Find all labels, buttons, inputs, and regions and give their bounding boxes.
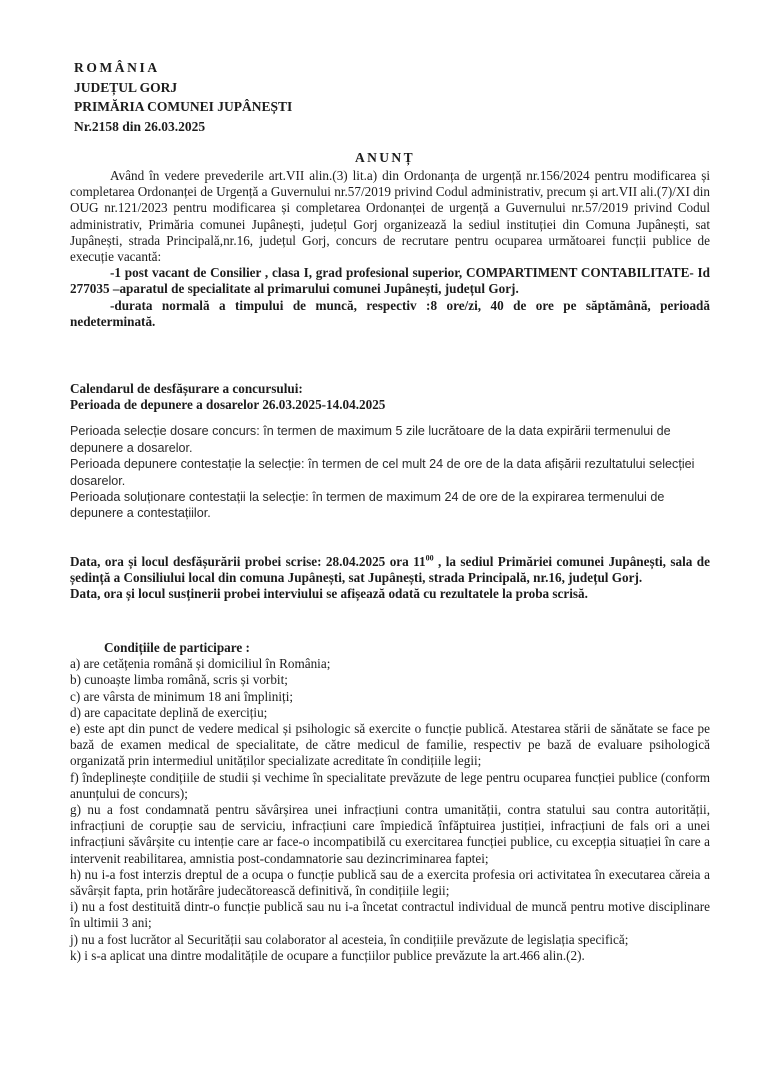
header-institution: PRIMĂRIA COMUNEI JUPÂNEȘTI	[74, 99, 293, 114]
written-exam-minutes: 00	[425, 553, 434, 563]
condition-item: e) este apt din punct de vedere medical și psihologic să exercite o funcție publică. Atestarea stării de sănătate se face pe bază de examen medical de specialitate, de către medicul de familie, respectiv pe bază de evaluare psihologică organizată prin intermediul unităților specializate acreditate în condițiile legii;	[70, 721, 710, 769]
appeal-period: Perioada depunere contestație la selecție: în termen de cel mult 24 de ore de la data afișării rezultatului selecției dosarelor.	[70, 457, 695, 488]
condition-item: b) cunoaște limba română, scris și vorbit;	[70, 672, 288, 688]
condition-item: c) are vârsta de minimum 18 ani împliniți;	[70, 688, 294, 704]
written-exam-location: , la sediul Primăriei comunei Jupânești, sala de ședință a Consiliului local din comuna Jupânești, sat Jupânești, strada Principală, nr.16, județul Gorj.	[70, 554, 710, 586]
vacant-position: -1 post vacant de Consilier , clasa I, grad profesional superior, COMPARTIMENT CONTABILITATE- Id 277035 –aparatul de specialitate al primarului comunei Jupânești, județul Gorj.	[70, 265, 710, 297]
intro-paragraph: Având în vedere prevederile art.VII alin.(3) lit.a) din Ordonanța de urgență nr.156/2024 pentru modificarea și completarea Ordonanței de Urgență a Guvernului nr.57/2019 privind Codul administrativ, precum și art.VII ali.(7)/XI din OUG nr.121/2023 pentru modificarea și completarea Ordonanței de urgență a Guvernului nr.57/2019 privind Codul administrativ, Primăria comunei Jupânești, județul Gorj organizează la sediul instituției din Comuna Jupânești, sat Jupânești, strada Principală,nr.16, județul Gorj, concurs de recrutare pentru ocuparea următoarei funcții publice de execuție vacantă:	[70, 168, 710, 265]
condition-item: i) nu a fost destituită dintr-o funcție publică sau nu i-a încetat contractul individual de muncă pentru motive disciplinare în ultimii 3 ani;	[70, 899, 710, 931]
submission-period: Perioada de depunere a dosarelor 26.03.2025-14.04.2025	[70, 397, 386, 413]
condition-item: a) are cetățenia română și domiciliul în România;	[70, 656, 331, 672]
header-county: JUDEȚUL GORJ	[74, 79, 178, 95]
condition-item: h) nu i-a fost interzis dreptul de a ocupa o funcție publică sau de a exercita profesia ori activitatea în executarea căreia a săvârșit fapta, prin hotărâre judecătorească definitivă, în condițiile legii;	[70, 866, 710, 899]
exam-section	[70, 554, 710, 603]
condition-item: f) îndeplinește condițiile de studii și vechime în specialitate prevăzute de lege pentru ocuparea funcției publice (conform anunțului de concurs);	[70, 769, 710, 801]
calendar-section	[70, 381, 710, 522]
condition-item: j) nu a fost lucrător al Securității sau colaborator al acesteia, în condițiile prevăzute de legislația specifică;	[70, 931, 629, 947]
intro-section	[70, 168, 710, 330]
conditions-section	[70, 640, 710, 964]
header-country: ROMÂNIA	[74, 60, 160, 75]
condition-item: d) are capacitate deplină de exercițiu;	[70, 704, 268, 720]
document-title: ANUNȚ	[354, 150, 415, 165]
selection-period: Perioada selecție dosare concurs: în termen de maximum 5 zile lucrătoare de la data expirării termenului de depunere a dosarelor.	[70, 424, 671, 455]
interview-info: Data, ora și locul susținerii probei interviului se afișează odată cu rezultatele la proba scrisă.	[70, 586, 588, 602]
written-exam-info	[70, 554, 710, 586]
written-exam-date: Data, ora și locul desfășurării probei scrise: 28.04.2025 ora 11	[70, 554, 426, 569]
document-header	[74, 58, 292, 136]
working-time: -durata normală a timpului de muncă, respectiv :8 ore/zi, 40 de ore pe săptămână, perioadă nedeterminată.	[70, 297, 710, 329]
condition-item: g) nu a fost condamnată pentru săvârșirea unei infracțiuni contra umanității, contra statului sau contra autorității, infracțiuni de corupție sau de serviciu, infracțiuni care împiedică înfăptuirea justiției, infracțiuni de fals ori a unei infracțiuni săvârșite cu intenție care ar face-o incompatibilă cu exercitarea funcției publice, cu excepția situației în care a intervenit reabilitarea, amnistia post-condamnatorie sau dezincriminarea faptei;	[70, 802, 710, 866]
condition-item: k) i s-a aplicat una dintre modalitățile de ocupare a funcțiilor publice prevăzute la art.466 alin.(2).	[70, 947, 585, 963]
resolution-period: Perioada soluționare contestații la selecție: în termen de maximum 24 de ore de la expirarea termenului de depunere a contestațiilor.	[70, 490, 665, 521]
conditions-heading: Condițiile de participare :	[104, 640, 250, 655]
calendar-heading: Calendarul de desfășurare a concursului:	[70, 381, 303, 396]
header-reference-number: Nr.2158 din 26.03.2025	[74, 118, 206, 134]
